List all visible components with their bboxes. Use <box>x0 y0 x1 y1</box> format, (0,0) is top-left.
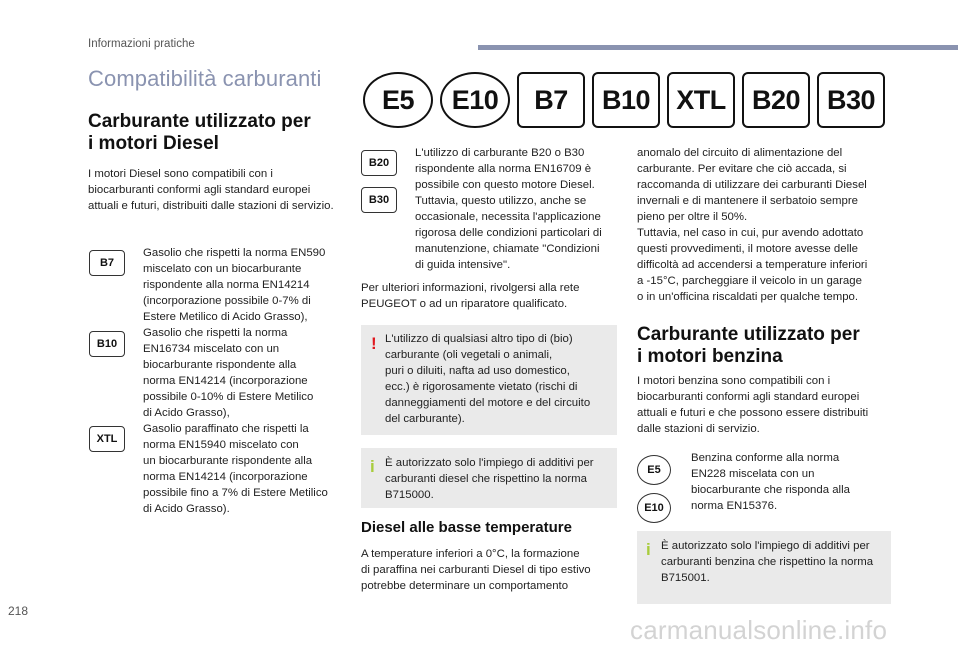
text-line: di paraffina nei carburanti Diesel di tipo estivo <box>361 564 591 576</box>
text-line: un biocarburante rispondente alla <box>143 455 313 467</box>
b20-b30-text <box>415 145 620 273</box>
info-box-diesel <box>361 448 617 508</box>
text-line: ecc.) è rigorosamente vietato (rischi di <box>385 381 578 393</box>
text-line: invernali e di mantenere il serbatoio sempre <box>637 195 858 207</box>
text-line: È autorizzato solo l'impiego di additivi per <box>661 540 870 552</box>
fuel-b30-icon: B30 <box>817 72 885 128</box>
text-line: puri o diluiti, nafta ad uso domestico, <box>385 365 570 377</box>
text-line: dalle stazioni di servizio. <box>637 423 760 435</box>
text-line: carburante. Per evitare che ciò accada, si <box>637 163 847 175</box>
text-line: biocarburanti conformi agli standard europei <box>88 184 311 196</box>
header-rule <box>478 45 958 50</box>
fuel-b7-icon: B7 <box>89 250 125 276</box>
petrol-heading-line2: i motori benzina <box>637 346 783 367</box>
diesel-item-xtl <box>143 421 368 517</box>
text-line: Per ulteriori informazioni, rivolgersi alla rete <box>361 282 580 294</box>
text-line: È autorizzato solo l'impiego di additivi per <box>385 457 594 469</box>
text-line: rispondente alla norma EN14214 <box>143 279 310 291</box>
diesel-item-b7 <box>143 245 363 325</box>
fuel-b7-icon: B7 <box>517 72 585 128</box>
text-line: norma EN14214 (incorporazione <box>143 375 308 387</box>
low-temp-heading: Diesel alle basse temperature <box>361 519 572 536</box>
text-line: Benzina conforme alla norma <box>691 452 840 464</box>
text-line: EN228 miscelata con un <box>691 468 815 480</box>
text-line: norma EN14214 (incorporazione <box>143 471 308 483</box>
text-line: difficoltà ad accendersi a temperature inferiori <box>637 259 868 271</box>
text-line: A temperature inferiori a 0°C, la formazione <box>361 548 580 560</box>
text-line: B715000. <box>385 489 434 501</box>
page-title: Compatibilità carburanti <box>88 66 322 91</box>
fuel-e5-icon: E5 <box>363 72 433 128</box>
info-box-petrol <box>637 531 891 604</box>
fuel-b10-icon: B10 <box>89 331 125 357</box>
text-line: di Acido Grasso), <box>143 407 230 419</box>
page-number: 218 <box>8 604 29 618</box>
text-line: L'utilizzo di qualsiasi altro tipo di (bio) <box>385 333 573 345</box>
fuel-icon-row <box>363 72 885 128</box>
text-line: possibile con questo motore Diesel. <box>415 179 595 191</box>
petrol-intro <box>637 373 899 437</box>
text-line: questi provvedimenti, il motore avesse delle <box>637 243 858 255</box>
further-info-text <box>361 280 621 312</box>
diesel-item-b10 <box>143 325 363 421</box>
fuel-e10-icon: E10 <box>440 72 510 128</box>
text-line: possibile fino a 7% di Estere Metilico <box>143 487 328 499</box>
text-line: pieno per oltre il 50%. <box>637 211 748 223</box>
low-temp-text-col3 <box>637 145 897 305</box>
fuel-b30-icon: B30 <box>361 187 397 213</box>
fuel-b20-icon: B20 <box>361 150 397 176</box>
text-line: Gasolio paraffinato che rispetti la <box>143 423 309 435</box>
text-line: di Acido Grasso). <box>143 503 230 515</box>
watermark: carmanualsonline.info <box>630 615 888 645</box>
fuel-xtl-icon: XTL <box>89 426 125 452</box>
text-line: o in un'officina riscaldati per qualche tempo. <box>637 291 859 303</box>
text-line: possibile 0-10% di Estere Metilico <box>143 391 314 403</box>
fuel-b20-icon: B20 <box>742 72 810 128</box>
text-line: attuali e futuri, distribuiti dalle stazioni di servizio. <box>88 200 334 212</box>
section-label: Informazioni pratiche <box>88 38 195 50</box>
petrol-item-text <box>691 450 891 514</box>
text-line: attuali e futuri e che possono essere distribuiti <box>637 407 869 419</box>
text-line: manutenzione, chiamate "Condizioni <box>415 243 600 255</box>
text-line: rispondente alla norma EN16709 è <box>415 163 592 175</box>
diesel-intro <box>88 166 358 214</box>
diesel-heading <box>88 111 311 155</box>
text-line: di guida intensive". <box>415 259 511 271</box>
text-line: del carburante). <box>385 413 465 425</box>
warning-box <box>361 325 617 435</box>
text-line: norma EN15940 miscelato con <box>143 439 299 451</box>
text-line: miscelato con un biocarburante <box>143 263 302 275</box>
low-temp-text-col2 <box>361 546 621 594</box>
text-line: occasionale, necessita l'applicazione <box>415 211 601 223</box>
text-line: I motori benzina sono compatibili con i <box>637 375 831 387</box>
text-line: raccomanda di utilizzare dei carburanti Diesel <box>637 179 867 191</box>
petrol-heading <box>637 324 860 368</box>
info-text-diesel <box>385 455 615 503</box>
text-line: a -15°C, parcheggiare il veicolo in un garage <box>637 275 862 287</box>
text-line: anomalo del circuito di alimentazione del <box>637 147 843 159</box>
petrol-heading-line1: Carburante utilizzato per <box>637 324 860 345</box>
text-line: Tuttavia, nel caso in cui, pur avendo adottato <box>637 227 864 239</box>
text-line: carburante (oli vegetali o animali, <box>385 349 553 361</box>
text-line: danneggiamenti del motore e del circuito <box>385 397 591 409</box>
info-icon: i <box>646 540 651 559</box>
text-line: biocarburante che risponda alla <box>691 484 850 496</box>
text-line: carburanti diesel che rispettino la norma <box>385 473 587 485</box>
fuel-b10-icon: B10 <box>592 72 660 128</box>
text-line: B715001. <box>661 572 710 584</box>
diesel-heading-line1: Carburante utilizzato per <box>88 111 311 132</box>
text-line: Tuttavia, questo utilizzo, anche se <box>415 195 587 207</box>
text-line: L'utilizzo di carburante B20 o B30 <box>415 147 585 159</box>
text-line: rigorosa delle condizioni particolari di <box>415 227 602 239</box>
fuel-e5-icon: E5 <box>637 455 671 485</box>
text-line: carburanti benzina che rispettino la norma <box>661 556 874 568</box>
fuel-xtl-icon: XTL <box>667 72 735 128</box>
info-text-petrol <box>661 538 889 586</box>
text-line: EN16734 miscelato con un <box>143 343 280 355</box>
text-line: Gasolio che rispetti la norma <box>143 327 288 339</box>
fuel-e10-icon: E10 <box>637 493 671 523</box>
text-line: I motori Diesel sono compatibili con i <box>88 168 273 180</box>
warning-icon: ! <box>371 334 377 353</box>
text-line: biocarburante rispondente alla <box>143 359 297 371</box>
text-line: Gasolio che rispetti la norma EN590 <box>143 247 326 259</box>
text-line: potrebbe determinare un comportamento <box>361 580 569 592</box>
text-line: Estere Metilico di Acido Grasso), <box>143 311 308 323</box>
text-line: (incorporazione possibile 0-7% di <box>143 295 311 307</box>
diesel-heading-line2: i motori Diesel <box>88 133 219 154</box>
info-icon: i <box>370 457 375 476</box>
warning-text <box>385 331 615 427</box>
text-line: biocarburanti conformi agli standard europei <box>637 391 860 403</box>
text-line: PEUGEOT o ad un riparatore qualificato. <box>361 298 568 310</box>
text-line: norma EN15376. <box>691 500 778 512</box>
